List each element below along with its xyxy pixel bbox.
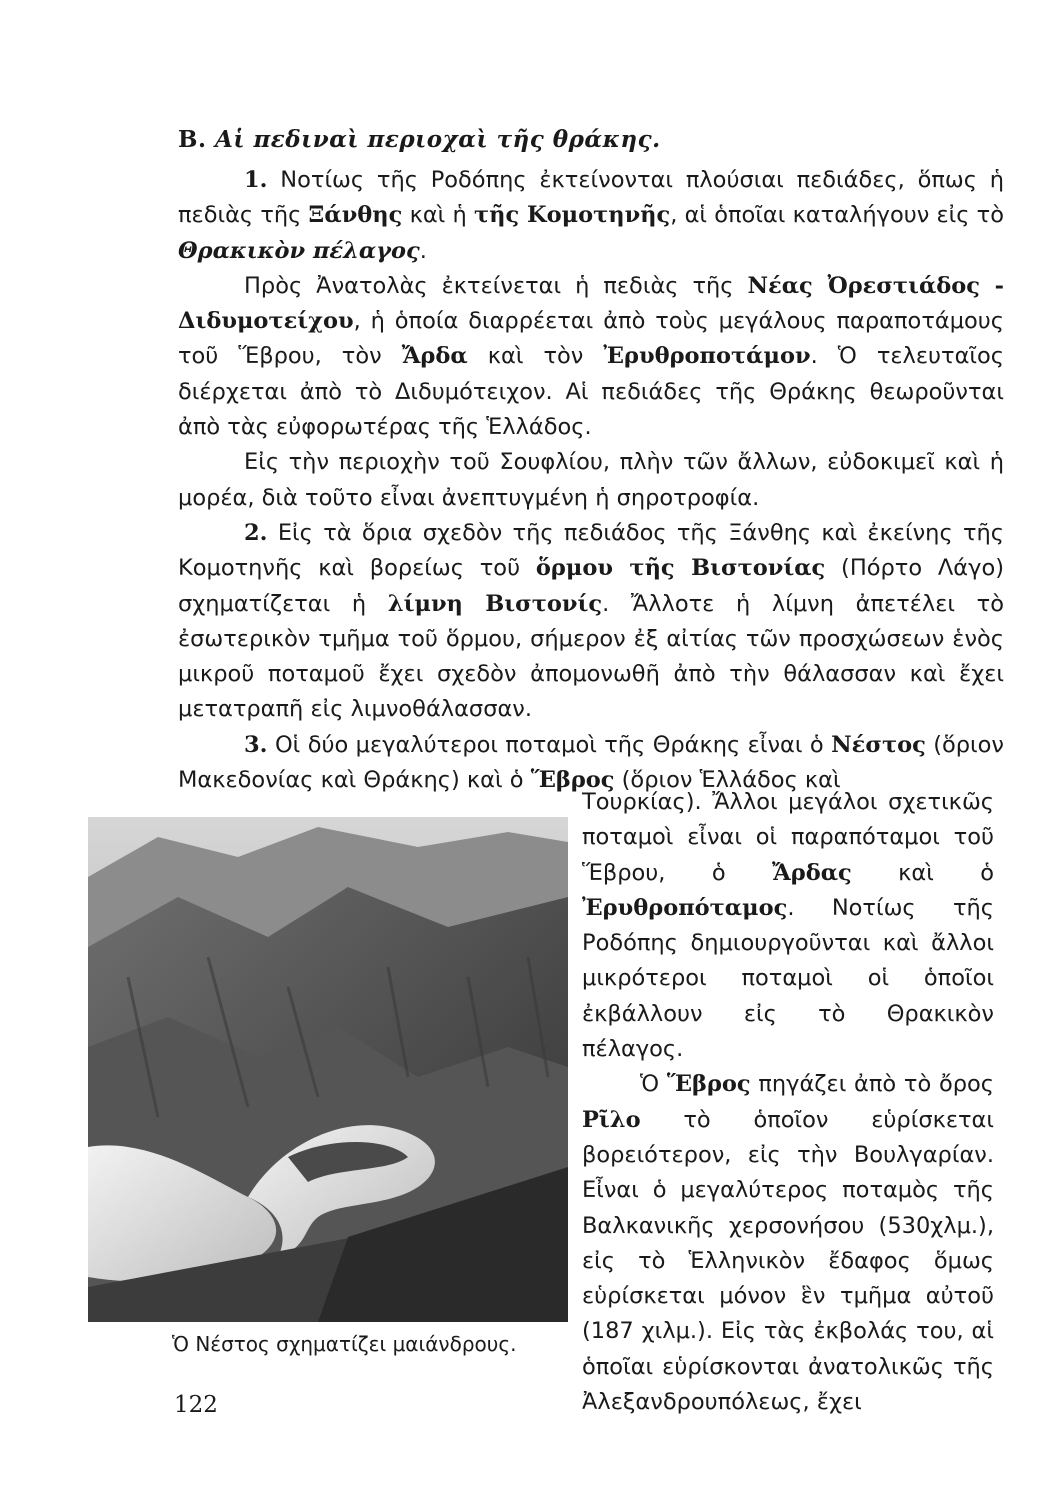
text-run: πηγάζει ἀπὸ τὸ ὄρος: [750, 1071, 994, 1098]
section-title: Αἱ πεδιναὶ περιοχαὶ τῆς θράκης.: [214, 126, 661, 153]
text-run: Ὁ: [640, 1071, 667, 1098]
photo-illustration: [88, 817, 568, 1322]
bold-term: Ἐρυθροπόταμος: [582, 894, 788, 921]
bold-term: τῆς Κομοτηνῆς: [473, 202, 671, 229]
text-run: , ἡ ὁποία διαρρέεται ἀπὸ τοὺς μεγάλους παραποτάμους τοῦ Ἕβρου, τὸν: [178, 308, 1004, 370]
paragraph-number: 2.: [244, 519, 268, 546]
bold-term: Νέας Ὀρεστιάδος - Διδυμοτείχου: [178, 272, 1005, 335]
bold-term: Ἕβρος: [666, 1071, 751, 1098]
text-run: . Νοτίως τῆς Ροδόπης δημιουργοῦνται καὶ ἄλλοι μικρότεροι ποταμοὶ οἱ ὁποῖοι ἐκβάλλουν εἰς τὸ Θρακικὸν πέλαγος.: [582, 894, 994, 1063]
text-run: Τουρκίας). Ἄλλοι μεγάλοι σχετικῶς ποταμοὶ εἶναι οἱ παραπόταμοι τοῦ Ἕβρου, ὁ: [582, 789, 994, 886]
bold-term: λίμνη Βιστονίς: [387, 590, 603, 617]
bold-term: Ἕβρος: [530, 767, 615, 794]
bold-term: ὅρμου τῆς Βιστονίας: [535, 555, 826, 582]
text-run: καὶ τὸν: [467, 343, 604, 370]
paragraph-4: [178, 516, 1004, 728]
text-run: (Πόρτο Λάγο) σχηματίζεται ἡ: [178, 555, 1004, 617]
text-run: Οἱ δύο μεγαλύτεροι ποταμοὶ τῆς Θράκης εἶναι ὁ: [274, 731, 832, 758]
text-run: καὶ ὁ: [851, 859, 994, 886]
text-run: Νοτίως τῆς Ροδόπης ἐκτείνονται πλούσιαι πεδιάδες, ὅπως ἡ πεδιὰς τῆς: [178, 167, 1004, 229]
bold-term: Ξάνθης: [308, 202, 403, 229]
text-run: Πρὸς Ἀνατολὰς ἐκτείνεται ἡ πεδιὰς τῆς: [244, 272, 748, 299]
bold-term: Ἐρυθροποτάμον: [603, 343, 811, 370]
photo-caption: Ὁ Νέστος σχηματίζει μαιάνδρους.: [172, 1332, 517, 1356]
paragraph-2: [178, 269, 1004, 445]
text-run: .: [419, 237, 427, 264]
text-run: (ὅριον Ἑλλάδος καὶ: [614, 767, 841, 794]
main-text: [178, 163, 1004, 798]
bold-term: Ἄρδας: [772, 859, 852, 886]
text-run: . Ἄλλοτε ἡ λίμνη ἀπετέλει τὸ ἐσωτερικὸν τμῆμα τοῦ ὅρμου, σήμερον ἐξ αἰτίας τῶν προσχώσεων ἑνὸς μικροῦ ποταμοῦ ἔχει σχεδὸν ἀπομονωθῆ ἀπὸ τὴν θάλασσαν καὶ ἔχει μετατραπῆ εἰς λιμνοθάλασσαν.: [178, 590, 1004, 723]
text-run: τὸ ὁποῖον εὑρίσκεται βορειότερον, εἰς τὴν Βουλγαρίαν. Εἶναι ὁ μεγαλύτερος ποταμὸς τῆς Βαλκανικῆς χερσονήσου (530χλμ.), εἰς τὸ Ἑλληνικὸν ἔδαφος ὅμως εὑρίσκεται μόνον ἓν τμῆμα αὐτοῦ (187 χιλμ.). Εἰς τὰς ἐκβολάς του, αἱ ὁποῖαι εὑρίσκονται ἀνατολικῶς τῆς Ἀλεξανδρουπόλεως, ἔχει: [582, 1106, 994, 1416]
text-run: Εἰς τὰ ὅρια σχεδὸν τῆς πεδιάδος τῆς Ξάνθης καὶ ἐκείνης τῆς Κομοτηνῆς καὶ βορείως τοῦ: [178, 519, 1004, 582]
bold-term: Ἄρδα: [401, 343, 468, 370]
paragraph-number: 3.: [244, 731, 268, 758]
column-paragraph-2: [582, 1067, 994, 1420]
bold-term: Θρακικὸν πέλαγος: [178, 237, 420, 264]
text-run: καὶ ἡ: [402, 202, 474, 229]
paragraph-3: Εἰς τὴν περιοχὴν τοῦ Σουφλίου, πλὴν τῶν ἄλλων, εὐδοκιμεῖ καὶ ἡ μορέα, διὰ τοῦτο εἶναι ἀνεπτυγμένη ἡ σηροτροφία.: [178, 449, 1004, 511]
bold-term: Ρῖλο: [582, 1106, 641, 1133]
section-heading: [178, 126, 661, 153]
text-run: , αἱ ὁποῖαι καταλήγουν εἰς τὸ: [670, 202, 1004, 229]
column-paragraph-1: [582, 785, 994, 1067]
paragraph-1: [178, 163, 1004, 269]
bold-term: Νέστος: [831, 731, 926, 758]
text-run: (ὅριον Μακεδονίας καὶ Θράκης) καὶ ὁ: [178, 731, 1005, 794]
paragraph-number: 1.: [244, 167, 268, 193]
river-meander-photo: [88, 817, 568, 1322]
text-run: . Ὁ τελευταῖος διέρχεται ἀπὸ τὸ Διδυμότειχον. Αἱ πεδιάδες τῆς Θράκης θεωροῦνται ἀπὸ τὰς εὐφορωτέρας τῆς Ἑλλάδος.: [178, 343, 1005, 441]
right-column-text: [582, 785, 994, 1420]
section-label: Β.: [178, 126, 207, 153]
page-number: 122: [174, 1392, 218, 1418]
